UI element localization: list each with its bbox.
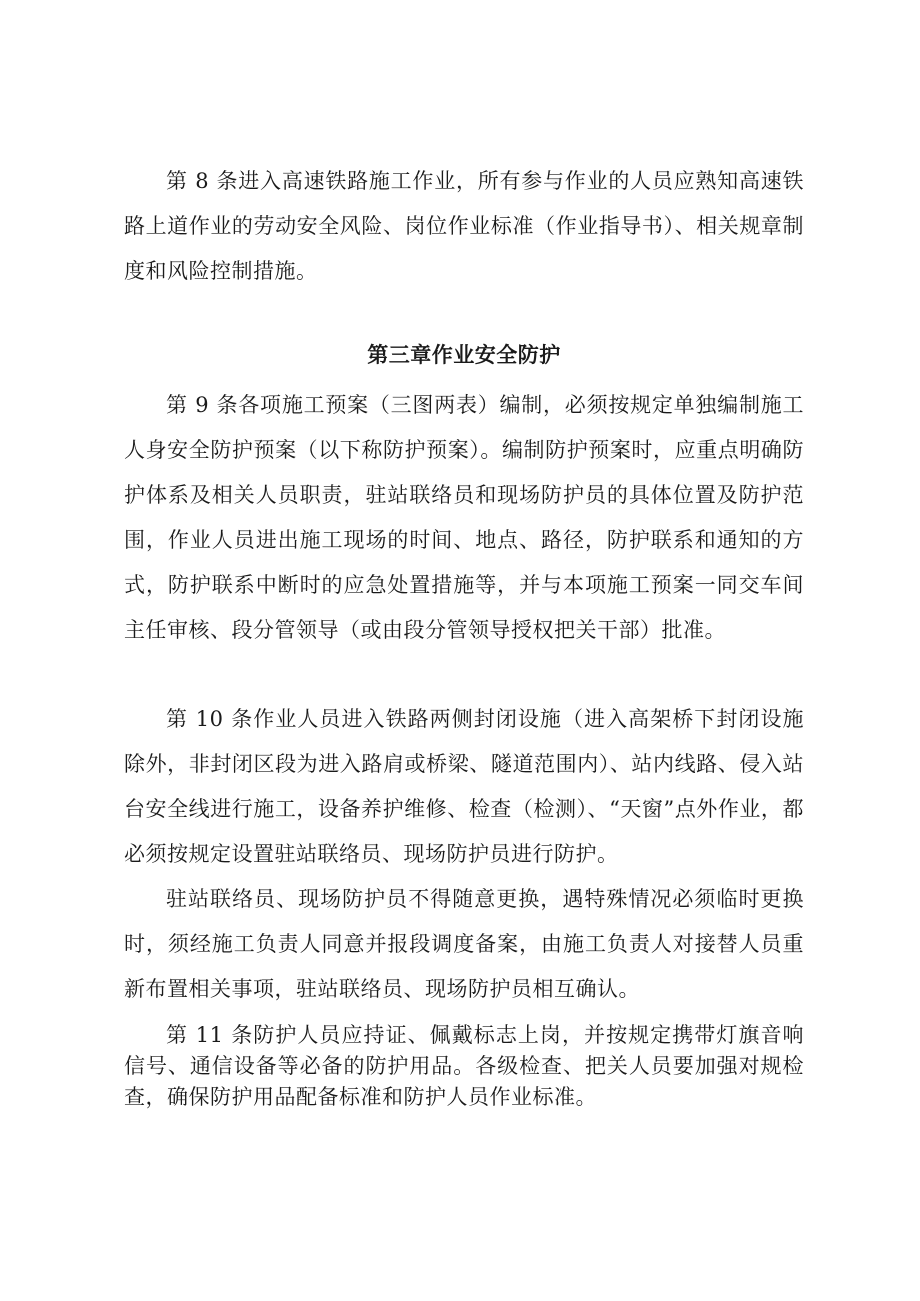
article-9-paragraph: 第 9 条各项施工预案（三图两表）编制，必须按规定单独编制施工人身安全防护预案（以下称防护预案）。编制防护预案时，应重点明确防护体系及相关人员职责，驻站联络员和现场防护员的具体位置及防护范围，作业人员进出施工现场的时间、地点、路径，防护联系和通知的方式，防护联系中断时的应急处置措施等，并与本项施工预案一同交车间主任审核、段分管领导（或由段分管领导授权把关干部）批准。 <box>124 393 804 642</box>
article-10-paragraph: 第 10 条作业人员进入铁路两侧封闭设施（进入高架桥下封闭设施除外，非封闭区段为进入路肩或桥梁、隧道范围内）、站内线路、侵入站台安全线进行施工，设备养护维修、检查（检测）、“天窗”点外作业，都必须按规定设置驻站联络员、现场防护员进行防护。 <box>124 707 804 866</box>
article-8-paragraph: 第 8 条进入高速铁路施工作业，所有参与作业的人员应熟知高速铁路上道作业的劳动安全风险、岗位作业标准（作业指导书）、相关规章制度和风险控制措施。 <box>124 169 804 283</box>
article-11-paragraph: 第 11 条防护人员应持证、佩戴标志上岗，并按规定携带灯旗音响信号、通信设备等必备的防护用品。各级检查、把关人员要加强对规检查，确保防护用品配备标准和防护人员作业标准。 <box>124 1023 804 1109</box>
article-10-supplement-paragraph: 驻站联络员、现场防护员不得随意更换，遇特殊情况必须临时更换时，须经施工负责人同意并报段调度备案，由施工负责人对接替人员重新布置相关事项，驻站联络员、现场防护员相互确认。 <box>124 887 804 1001</box>
chapter-heading: 第三章作业安全防护 <box>367 343 561 367</box>
